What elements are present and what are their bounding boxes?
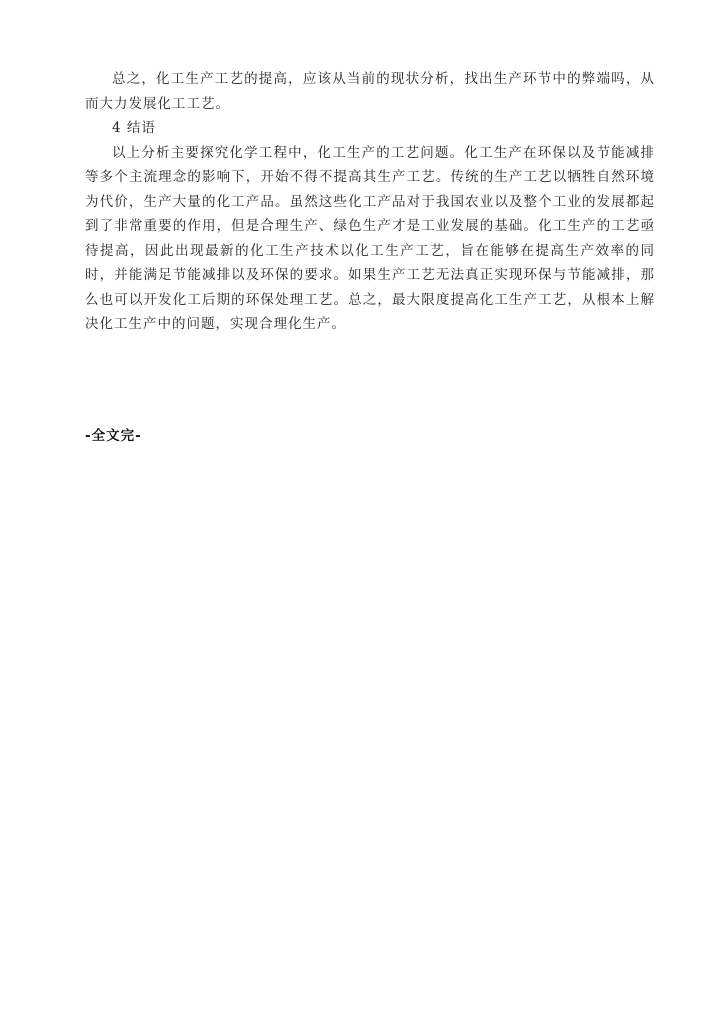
document-body xyxy=(85,67,655,337)
conclusion-paragraph: 以上分析主要探究化学工程中，化工生产的工艺问题。化工生产在环保以及节能减排等多个主流理念的影响下，开始不得不提高其生产工艺。传统的生产工艺以牺牲自然环境为代价，生产大量的化工产品。虽然这些化工产品对于我国农业以及整个工业的发展都起到了非常重要的作用，但是合理生产、绿色生产才是工业发展的基础。化工生产的工艺亟待提高，因此出现最新的化工生产技术以化工生产工艺，旨在能够在提高生产效率的同时，并能满足节能减排以及环保的要求。如果生产工艺无法真正实现环保与节能减排，那么也可以开发化工后期的环保处理工艺。总之，最大限度提高化工生产工艺，从根本上解决化工生产中的问题，实现合理化生产。 xyxy=(85,144,655,332)
summary-paragraph: 总之，化工生产工艺的提高，应该从当前的现状分析，找出生产环节中的弊端吗，从而大力发展化工工艺。 xyxy=(85,71,655,112)
end-of-document-mark: -全文完- xyxy=(85,428,142,444)
section-heading: 4 结语 xyxy=(112,120,156,136)
